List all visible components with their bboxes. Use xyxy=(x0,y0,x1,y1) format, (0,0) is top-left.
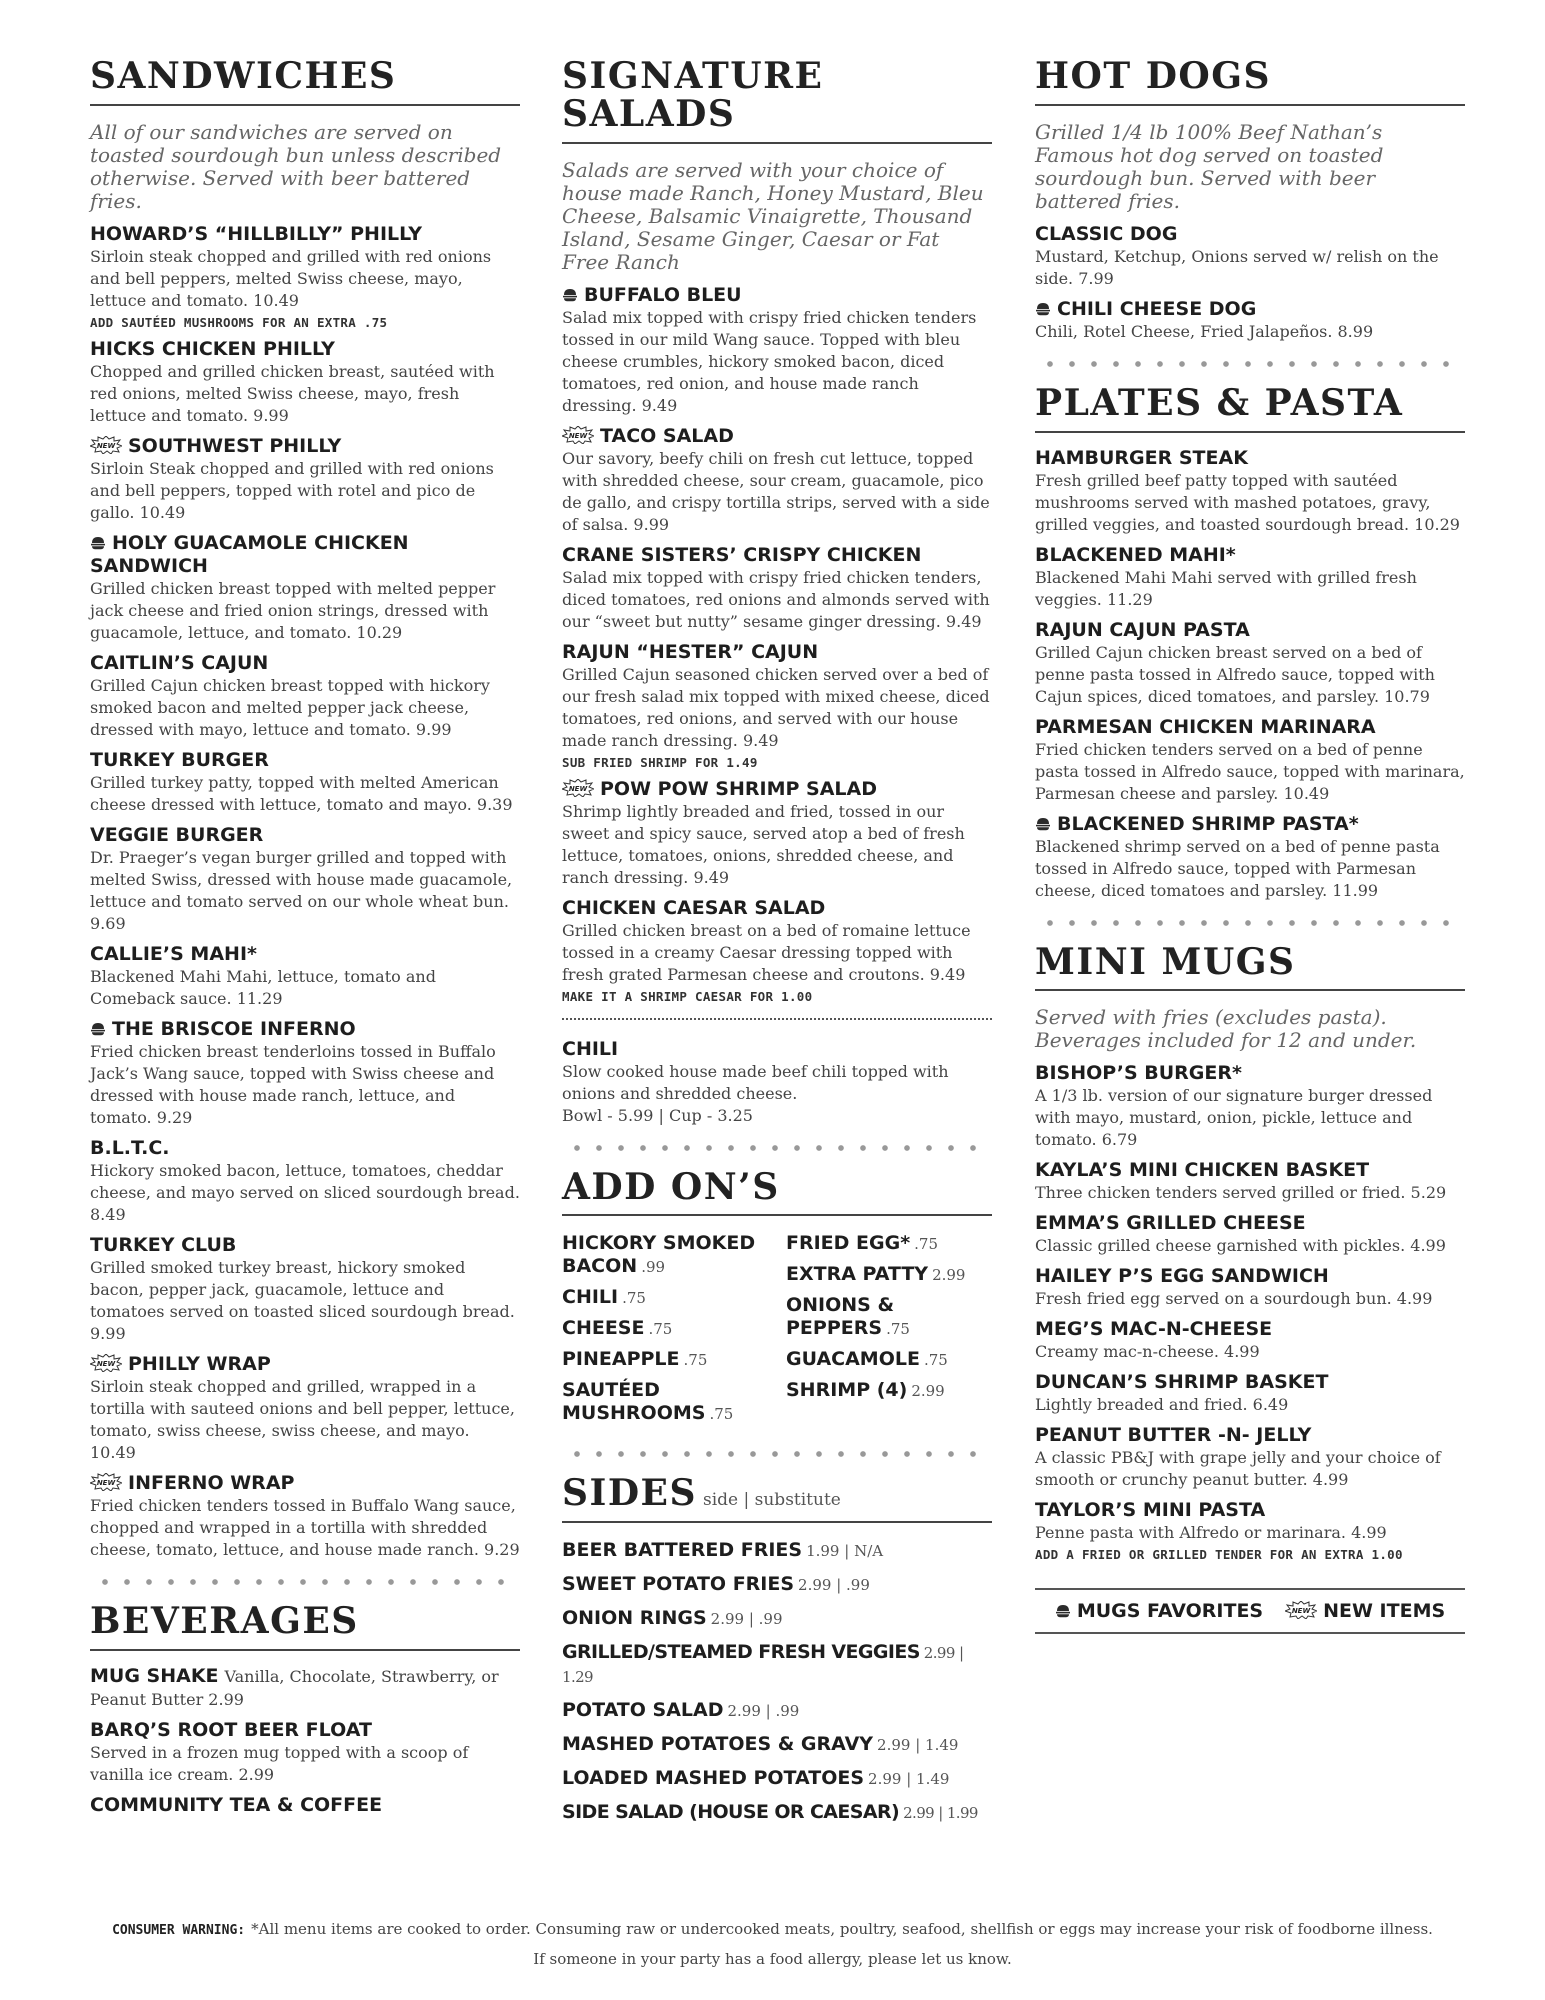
menu-item xyxy=(90,223,520,330)
item-name: CHILI CHEESE DOG xyxy=(1057,297,1257,320)
item-name: BARQ’S ROOT BEER FLOAT xyxy=(90,1718,372,1741)
item-desc: Chili, Rotel Cheese, Fried Jalapeños. 8.99 xyxy=(1035,321,1374,341)
item-name: COMMUNITY TEA & COFFEE xyxy=(90,1793,383,1816)
addons-title: ADD ON’S xyxy=(562,1169,992,1217)
menu-item xyxy=(562,1038,992,1127)
menu-item xyxy=(1035,223,1465,290)
menu-item xyxy=(562,425,992,536)
new-badge-icon xyxy=(562,779,594,797)
menu-item xyxy=(90,338,520,427)
item-name: DUNCAN’S SHRIMP BASKET xyxy=(1035,1371,1329,1394)
salads-intro: Salads are served with your choice of house made Ranch, Honey Mustard, Bleu Cheese, Balsamic Vinaigrette, Thousand Island, Sesame Ginger, Caesar or Fat Free Ranch xyxy=(562,157,984,274)
item-name: TAYLOR’S MINI PASTA xyxy=(1035,1499,1266,1522)
salads-title: SIGNATURE SALADS xyxy=(562,58,992,144)
side-item: ONION RINGS 2.99 | .99 xyxy=(562,1607,783,1630)
item-desc: Hickory smoked bacon, lettuce, tomatoes, cheddar cheese, and mayo served on sliced sourdough bread. 8.49 xyxy=(90,1160,520,1224)
menu-item xyxy=(1035,1159,1465,1204)
item-desc: Served in a frozen mug topped with a scoop of vanilla ice cream. 2.99 xyxy=(90,1742,469,1784)
item-desc: Fresh grilled beef patty topped with sautéed mushrooms served with mashed potatoes, gravy, grilled veggies, and toasted sourdough bread. 10.29 xyxy=(1035,470,1460,534)
dotted-divider xyxy=(562,1143,992,1153)
item-desc: Blackened Mahi Mahi, lettuce, tomato and Comeback sauce. 11.29 xyxy=(90,966,436,1008)
minimugs-intro: Served with fries (excludes pasta). Beverages included for 12 and under. xyxy=(1035,1005,1417,1053)
menu-item xyxy=(562,284,992,417)
new-badge-icon xyxy=(90,1473,122,1491)
item-desc: Blackened shrimp served on a bed of penne pasta tossed in Alfredo sauce, topped with Parmesan cheese, diced tomatoes and parsley. 11.99 xyxy=(1035,836,1440,900)
item-name: TACO SALAD xyxy=(600,424,734,447)
new-badge-icon xyxy=(90,1354,122,1372)
menu-item xyxy=(1035,1265,1465,1310)
item-name: SOUTHWEST PHILLY xyxy=(128,434,342,457)
item-note: ADD SAUTÉED MUSHROOMS FOR AN EXTRA .75 xyxy=(90,314,388,330)
allergy-note: If someone in your party has a food allergy, please let us know. xyxy=(533,1950,1012,1968)
item-name: POW POW SHRIMP SALAD xyxy=(600,777,878,800)
addon-item: CHILI .75 xyxy=(562,1286,646,1309)
menu-item xyxy=(90,435,520,524)
addon-item: ONIONS & PEPPERS .75 xyxy=(786,1294,910,1340)
dotted-divider xyxy=(562,1018,992,1020)
item-name: RAJUN CAJUN PASTA xyxy=(1035,618,1250,641)
column-right xyxy=(1035,55,1465,1634)
menu-item xyxy=(90,532,520,644)
item-desc: Fried chicken tenders tossed in Buffalo Wang sauce, chopped and wrapped in a tortilla with shredded cheese, tomato, lettuce, and house made ranch. 9.29 xyxy=(90,1495,520,1559)
legend-favorites: MUGS FAVORITES xyxy=(1055,1600,1263,1622)
item-name: CAITLIN’S CAJUN xyxy=(90,651,269,674)
column-left xyxy=(90,55,520,1825)
menu-item xyxy=(562,544,992,633)
menu-item xyxy=(90,1719,520,1786)
item-name: INFERNO WRAP xyxy=(128,1471,295,1494)
addon-item: CHEESE .75 xyxy=(562,1317,673,1340)
item-desc: A 1/3 lb. version of our signature burger dressed with mayo, mustard, onion, pickle, lettuce and tomato. 6.79 xyxy=(1035,1086,1433,1150)
item-name: CHICKEN CAESAR SALAD xyxy=(562,896,826,919)
item-name: BISHOP’S BURGER* xyxy=(1035,1062,1242,1085)
item-name: PARMESAN CHICKEN MARINARA xyxy=(1035,715,1376,738)
new-badge-icon xyxy=(1285,1601,1317,1619)
item-name: CALLIE’S MAHI* xyxy=(90,942,257,965)
sides-subtitle: side | substitute xyxy=(703,1490,841,1511)
dotted-divider xyxy=(1035,359,1465,369)
menu-item xyxy=(1035,716,1465,805)
side-item: SIDE SALAD (HOUSE OR CAESAR) 2.99 | 1.99 xyxy=(562,1801,978,1824)
item-name: B.L.T.C. xyxy=(90,1136,170,1159)
menu-item xyxy=(1035,1212,1465,1257)
minimugs-title: MINI MUGS xyxy=(1035,944,1465,992)
mug-favorite-icon xyxy=(1035,817,1051,831)
item-desc: Creamy mac-n-cheese. 4.99 xyxy=(1035,1342,1260,1362)
item-name: HOLY GUACAMOLE CHICKEN SANDWICH xyxy=(90,531,409,577)
addon-item: SAUTÉED MUSHROOMS .75 xyxy=(562,1379,734,1425)
item-desc: Grilled Cajun chicken breast served on a bed of penne pasta tossed in Alfredo sauce, topped with Cajun spices, diced tomatoes, and parsley. 10.79 xyxy=(1035,642,1435,706)
item-name: PEANUT BUTTER -N- JELLY xyxy=(1035,1424,1312,1447)
item-name: PHILLY WRAP xyxy=(128,1352,271,1375)
item-desc: Fried chicken tenders served on a bed of penne pasta tossed in Alfredo sauce, topped with marinara, Parmesan cheese and parsley. 10.49 xyxy=(1035,739,1465,803)
new-badge-icon xyxy=(562,426,594,444)
item-desc: Penne pasta with Alfredo or marinara. 4.99 xyxy=(1035,1523,1387,1543)
item-desc: Grilled Cajun chicken breast topped with hickory smoked bacon and melted pepper jack cheese, dressed with mayo, lettuce and tomato. 9.99 xyxy=(90,675,490,739)
item-name: TURKEY BURGER xyxy=(90,748,269,771)
item-desc: Lightly breaded and fried. 6.49 xyxy=(1035,1395,1289,1415)
addon-item: SHRIMP (4) 2.99 xyxy=(786,1379,945,1402)
side-item: MASHED POTATOES & GRAVY 2.99 | 1.49 xyxy=(562,1733,959,1756)
legend-new: NEW ITEMS xyxy=(1285,1600,1445,1622)
item-name: CLASSIC DOG xyxy=(1035,222,1178,245)
item-name: CRANE SISTERS’ CRISPY CHICKEN xyxy=(562,543,922,566)
item-desc: Mustard, Ketchup, Onions served w/ relish on the side. 7.99 xyxy=(1035,246,1439,288)
item-note: MAKE IT A SHRIMP CAESAR FOR 1.00 xyxy=(562,988,813,1004)
item-desc: Sirloin Steak chopped and grilled with red onions and bell peppers, topped with rotel and pico de gallo. 10.49 xyxy=(90,458,494,522)
sandwiches-title: SANDWICHES xyxy=(90,58,520,106)
mug-favorite-icon xyxy=(1035,302,1051,316)
menu-item xyxy=(90,1018,520,1129)
addon-item: FRIED EGG* .75 xyxy=(786,1232,939,1255)
item-note: SUB FRIED SHRIMP FOR 1.49 xyxy=(562,754,758,770)
item-name: VEGGIE BURGER xyxy=(90,823,264,846)
menu-item xyxy=(90,652,520,741)
menu-item xyxy=(90,943,520,1010)
addons-right-column xyxy=(786,1232,992,1433)
item-desc: Dr. Praeger’s vegan burger grilled and topped with melted Swiss, dressed with house made guacamole, lettuce and tomato served on our whole wheat bun. 9.69 xyxy=(90,847,513,933)
item-desc: Salad mix topped with crispy fried chicken tenders tossed in our mild Wang sauce. Topped with bleu cheese crumbles, hickory smoked bacon, diced tomatoes, red onion, and house made ranch dressing. 9.49 xyxy=(562,307,977,415)
dotted-divider xyxy=(90,1577,520,1587)
item-desc: Grilled smoked turkey breast, hickory smoked bacon, pepper jack, guacamole, lettuce and tomatoes served on toasted sliced sourdough bread. 9.99 xyxy=(90,1257,515,1343)
item-desc: Grilled Cajun seasoned chicken served over a bed of our fresh salad mix topped with mixed cheese, diced tomatoes, red onions, and served with our house made ranch dressing. 9.49 xyxy=(562,664,990,750)
menu-item xyxy=(1035,1499,1465,1562)
side-item: LOADED MASHED POTATOES 2.99 | 1.49 xyxy=(562,1767,950,1790)
item-desc: Sirloin steak chopped and grilled, wrapped in a tortilla with sauteed onions and bell pepper, lettuce, tomato, swiss cheese, swiss cheese, and mayo. 10.49 xyxy=(90,1376,515,1462)
item-name: HOWARD’S “HILLBILLY” PHILLY xyxy=(90,222,423,245)
item-name: BUFFALO BLEU xyxy=(584,283,742,306)
menu-item xyxy=(562,641,992,770)
menu-item xyxy=(1035,1371,1465,1416)
addons-left-column xyxy=(562,1232,768,1433)
addon-item: HICKORY SMOKED BACON .99 xyxy=(562,1232,756,1278)
menu-item xyxy=(90,824,520,935)
sandwiches-intro: All of our sandwiches are served on toasted sourdough bun unless described otherwise. Served with beer battered fries. xyxy=(90,119,502,213)
hotdogs-intro: Grilled 1/4 lb 100% Beef Nathan’s Famous hot dog served on toasted sourdough bun. Served with beer battered fries. xyxy=(1035,119,1384,213)
item-name: MEG’S MAC-N-CHEESE xyxy=(1035,1318,1273,1341)
menu-item xyxy=(1035,447,1465,536)
menu-item xyxy=(90,1665,520,1711)
menu-item xyxy=(1035,813,1465,902)
menu-item xyxy=(1035,544,1465,611)
item-desc: Blackened Mahi Mahi served with grilled fresh veggies. 11.29 xyxy=(1035,567,1417,609)
item-name: THE BRISCOE INFERNO xyxy=(112,1017,356,1040)
item-desc: Salad mix topped with crispy fried chicken tenders, diced tomatoes, red onions and almonds served with our “sweet but nutty” sesame ginger dressing. 9.49 xyxy=(562,567,990,631)
item-desc: Sirloin steak chopped and grilled with red onions and bell peppers, melted Swiss cheese, mayo, lettuce and tomato. 10.49 xyxy=(90,246,492,310)
menu-item xyxy=(90,749,520,816)
side-item: SWEET POTATO FRIES 2.99 | .99 xyxy=(562,1573,870,1596)
item-note: ADD A FRIED OR GRILLED TENDER FOR AN EXTRA 1.00 xyxy=(1035,1547,1403,1563)
menu-item xyxy=(90,1794,520,1817)
item-desc: Three chicken tenders served grilled or fried. 5.29 xyxy=(1035,1183,1447,1203)
hotdogs-title: HOT DOGS xyxy=(1035,58,1465,106)
menu-item xyxy=(90,1353,520,1464)
item-name: BLACKENED SHRIMP PASTA* xyxy=(1057,812,1359,835)
item-name: MUG SHAKE xyxy=(90,1664,219,1687)
menu-item xyxy=(1035,1062,1465,1151)
item-name: TURKEY CLUB xyxy=(90,1233,237,1256)
item-name: BLACKENED MAHI* xyxy=(1035,543,1236,566)
menu-item xyxy=(1035,1318,1465,1363)
warning-text: *All menu items are cooked to order. Consuming raw or undercooked meats, poultry, seafood, shellfish or eggs may increase your risk of foodborne illness. xyxy=(251,1920,1433,1938)
plates-title: PLATES & PASTA xyxy=(1035,385,1465,433)
menu-item xyxy=(562,778,992,889)
menu-item xyxy=(1035,619,1465,708)
icon-legend xyxy=(1035,1588,1465,1634)
item-desc: Chopped and grilled chicken breast, sautéed with red onions, melted Swiss cheese, mayo, fresh lettuce and tomato. 9.99 xyxy=(90,361,495,425)
item-desc: Vanilla, Chocolate, Strawberry, or Peanut Butter 2.99 xyxy=(90,1666,499,1709)
sides-title: SIDES side | substitute xyxy=(562,1475,992,1523)
item-name: HAMBURGER STEAK xyxy=(1035,446,1248,469)
menu-item xyxy=(1035,1424,1465,1491)
item-desc: Grilled chicken breast topped with melted pepper jack cheese and fried onion strings, dressed with guacamole, lettuce, and tomato. 10.29 xyxy=(90,578,496,642)
mug-favorite-icon xyxy=(1055,1604,1071,1618)
addon-item: PINEAPPLE .75 xyxy=(562,1348,708,1371)
menu-item xyxy=(1035,298,1465,343)
column-middle xyxy=(562,55,992,1835)
dotted-divider xyxy=(1035,918,1465,928)
item-desc: Fresh fried egg served on a sourdough bun. 4.99 xyxy=(1035,1289,1433,1309)
item-price: Bowl - 5.99 | Cup - 3.25 xyxy=(562,1105,753,1125)
item-name: KAYLA’S MINI CHICKEN BASKET xyxy=(1035,1159,1370,1182)
item-desc: Fried chicken breast tenderloins tossed in Buffalo Jack’s Wang sauce, topped with Swiss cheese and dressed with house made ranch, lettuce, and tomato. 9.29 xyxy=(90,1041,496,1127)
item-desc: Grilled turkey patty, topped with melted American cheese dressed with lettuce, tomato and mayo. 9.39 xyxy=(90,772,513,814)
item-desc: Slow cooked house made beef chili topped with onions and shredded cheese. xyxy=(562,1061,949,1103)
addon-item: GUACAMOLE .75 xyxy=(786,1348,948,1371)
item-desc: Our savory, beefy chili on fresh cut lettuce, topped with shredded cheese, sour cream, guacamole, pico de gallo, and crispy tortilla strips, served with a side of salsa. 9.99 xyxy=(562,448,990,534)
item-desc: Classic grilled cheese garnished with pickles. 4.99 xyxy=(1035,1236,1446,1256)
side-item: GRILLED/STEAMED FRESH VEGGIES 2.99 | 1.29 xyxy=(562,1641,964,1687)
menu-item xyxy=(90,1234,520,1345)
dotted-divider xyxy=(562,1449,992,1459)
mug-favorite-icon xyxy=(562,288,578,302)
menu-item xyxy=(90,1472,520,1561)
side-item: BEER BATTERED FRIES 1.99 | N/A xyxy=(562,1539,884,1562)
addon-item: EXTRA PATTY 2.99 xyxy=(786,1263,966,1286)
item-desc: Shrimp lightly breaded and fried, tossed in our sweet and spicy sauce, served atop a bed of fresh lettuce, tomatoes, onions, shredded cheese, and ranch dressing. 9.49 xyxy=(562,801,965,887)
item-desc: A classic PB&J with grape jelly and your choice of smooth or crunchy peanut butter. 4.99 xyxy=(1035,1448,1441,1490)
item-name: HICKS CHICKEN PHILLY xyxy=(90,337,335,360)
addons-grid xyxy=(562,1232,992,1433)
warning-label: CONSUMER WARNING: xyxy=(112,1923,246,1938)
item-name: CHILI xyxy=(562,1037,619,1060)
item-name: EMMA’S GRILLED CHEESE xyxy=(1035,1212,1306,1235)
mug-favorite-icon xyxy=(90,536,106,550)
consumer-warning xyxy=(0,1916,1545,1944)
item-name: RAJUN “HESTER” CAJUN xyxy=(562,640,819,663)
mug-favorite-icon xyxy=(90,1022,106,1036)
menu-item xyxy=(562,897,992,1004)
item-name: HAILEY P’S EGG SANDWICH xyxy=(1035,1265,1329,1288)
item-desc: Grilled chicken breast on a bed of romaine lettuce tossed in a creamy Caesar dressing topped with fresh grated Parmesan cheese and croutons. 9.49 xyxy=(562,920,971,984)
beverages-title: BEVERAGES xyxy=(90,1603,520,1651)
menu-item xyxy=(90,1137,520,1226)
side-item: POTATO SALAD 2.99 | .99 xyxy=(562,1699,800,1722)
new-badge-icon xyxy=(90,436,122,454)
